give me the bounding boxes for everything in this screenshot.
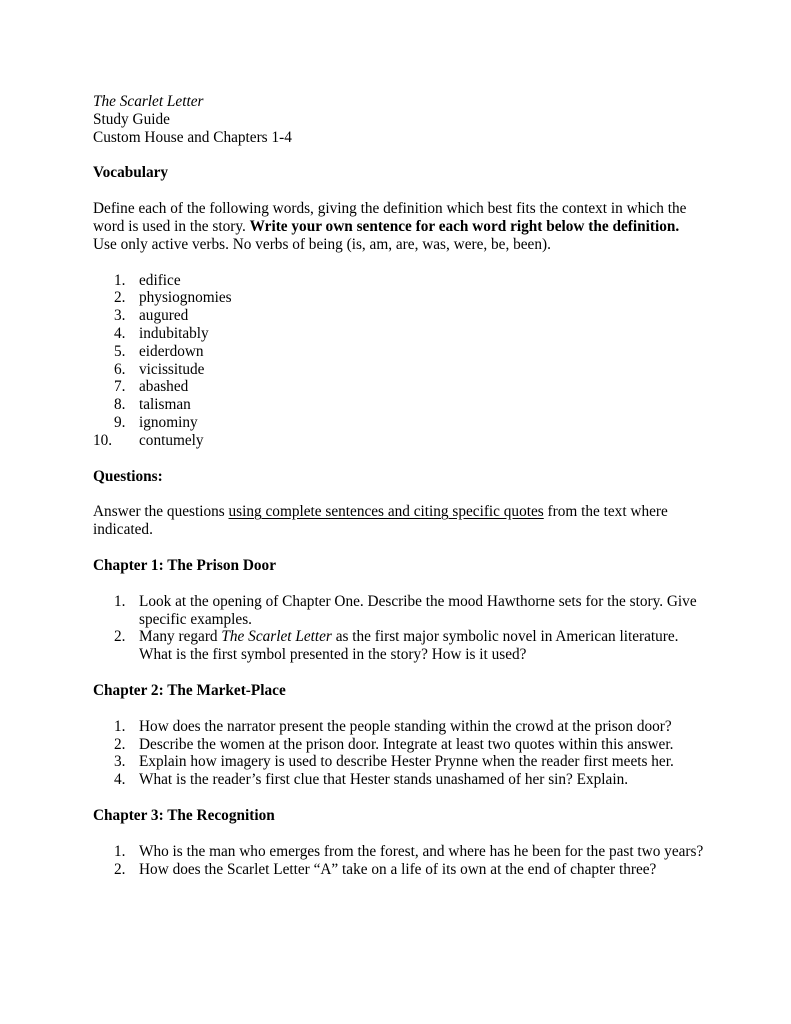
- document-subtitle: Study Guide: [93, 110, 170, 128]
- vocabulary-word: vicissitude: [139, 360, 205, 378]
- chapter-2-questions: [93, 718, 713, 789]
- item-number: 6.: [114, 360, 126, 378]
- item-number: 1.: [114, 592, 126, 610]
- vocabulary-instructions: [93, 200, 713, 253]
- questions-instructions-underlined: using complete sentences and citing specific quotes: [228, 503, 544, 521]
- item-number: 2.: [114, 628, 126, 646]
- chapter-1-questions: [93, 593, 713, 664]
- question-text: Describe the women at the prison door. Integrate at least two quotes within this answer.: [139, 735, 674, 753]
- vocabulary-word: eiderdown: [139, 342, 204, 360]
- item-number: 10.: [93, 431, 113, 449]
- questions-instructions-text: Answer the questions: [93, 503, 229, 521]
- vocabulary-word: indubitably: [139, 324, 209, 342]
- vocabulary-instructions-emphasis: Write your own sentence for each word right below the definition.: [249, 217, 680, 235]
- question-text: How does the Scarlet Letter “A” take on a life of its own at the end of chapter three?: [139, 860, 657, 878]
- chapter-heading: Chapter 1: The Prison Door: [93, 556, 276, 574]
- vocabulary-item: [93, 289, 713, 307]
- question-text: Explain how imagery is used to describe Hester Prynne when the reader first meets her.: [139, 753, 674, 771]
- item-number: 8.: [114, 396, 126, 414]
- item-number: 5.: [114, 342, 126, 360]
- vocabulary-item: [93, 414, 713, 432]
- vocabulary-word: ignominy: [139, 413, 198, 431]
- question-item: [93, 593, 713, 629]
- item-number: 7.: [114, 378, 126, 396]
- question-item: [93, 718, 713, 736]
- vocabulary-item: [93, 272, 713, 290]
- question-text: Who is the man who emerges from the forest, and where has he been for the past two years?: [139, 842, 704, 860]
- document-section: Custom House and Chapters 1-4: [93, 128, 292, 146]
- item-number: 1.: [114, 271, 126, 289]
- question-item: [93, 843, 713, 861]
- vocabulary-item: [93, 343, 713, 361]
- question-text: What is the reader’s first clue that Hester stands unashamed of her sin? Explain.: [139, 771, 629, 789]
- vocabulary-heading: Vocabulary: [93, 164, 169, 182]
- questions-instructions-tail: from the text where indicated.: [93, 503, 668, 539]
- vocabulary-word: edifice: [139, 271, 181, 289]
- vocabulary-list: [93, 272, 713, 450]
- item-number: 4.: [114, 324, 126, 342]
- question-text: How does the narrator present the people standing within the crowd at the prison door?: [139, 717, 672, 735]
- question-item: [93, 861, 713, 879]
- vocabulary-instructions-verbs: Use only active verbs. No verbs of being (is, am, are, was, were, be, been).: [93, 235, 551, 253]
- chapter-3-questions: [93, 843, 713, 879]
- item-number: 1.: [114, 717, 126, 735]
- vocabulary-item: [93, 396, 713, 414]
- vocabulary-item: [93, 378, 713, 396]
- item-number: 2.: [114, 860, 126, 878]
- item-number: 2.: [114, 289, 126, 307]
- questions-instructions: [93, 503, 713, 539]
- vocabulary-item: [93, 325, 713, 343]
- question-item: [93, 736, 713, 754]
- vocabulary-word: physiognomies: [139, 289, 232, 307]
- vocabulary-word: talisman: [139, 396, 191, 414]
- vocabulary-word: abashed: [139, 378, 189, 396]
- questions-heading: Questions:: [93, 467, 163, 485]
- book-title: The Scarlet Letter: [221, 628, 332, 646]
- question-text: as the first major symbolic novel in American literature. What is the first symbol presented in the story? How is it used?: [139, 628, 679, 664]
- vocabulary-item: [93, 361, 713, 379]
- vocabulary-instructions-text: Define each of the following words, giving the definition which best fits the context in which the word is used in the story.: [93, 200, 687, 235]
- document-title: The Scarlet Letter: [93, 93, 204, 110]
- vocabulary-word: augured: [139, 307, 189, 325]
- chapter-heading: Chapter 2: The Market-Place: [93, 681, 286, 699]
- question-item: [93, 771, 713, 789]
- item-number: 4.: [114, 771, 126, 789]
- vocabulary-item: [93, 307, 713, 325]
- question-item: [93, 753, 713, 771]
- item-number: 9.: [114, 413, 126, 431]
- question-item: [93, 628, 713, 664]
- vocabulary-item: [93, 432, 713, 450]
- item-number: 1.: [114, 842, 126, 860]
- question-text: Look at the opening of Chapter One. Describe the mood Hawthorne sets for the story. Give specific examples.: [139, 592, 697, 628]
- document-page: [93, 93, 713, 878]
- item-number: 2.: [114, 735, 126, 753]
- chapter-heading: Chapter 3: The Recognition: [93, 806, 275, 824]
- item-number: 3.: [114, 307, 126, 325]
- item-number: 3.: [114, 753, 126, 771]
- vocabulary-word: contumely: [139, 431, 204, 449]
- question-text: Many regard: [139, 628, 222, 646]
